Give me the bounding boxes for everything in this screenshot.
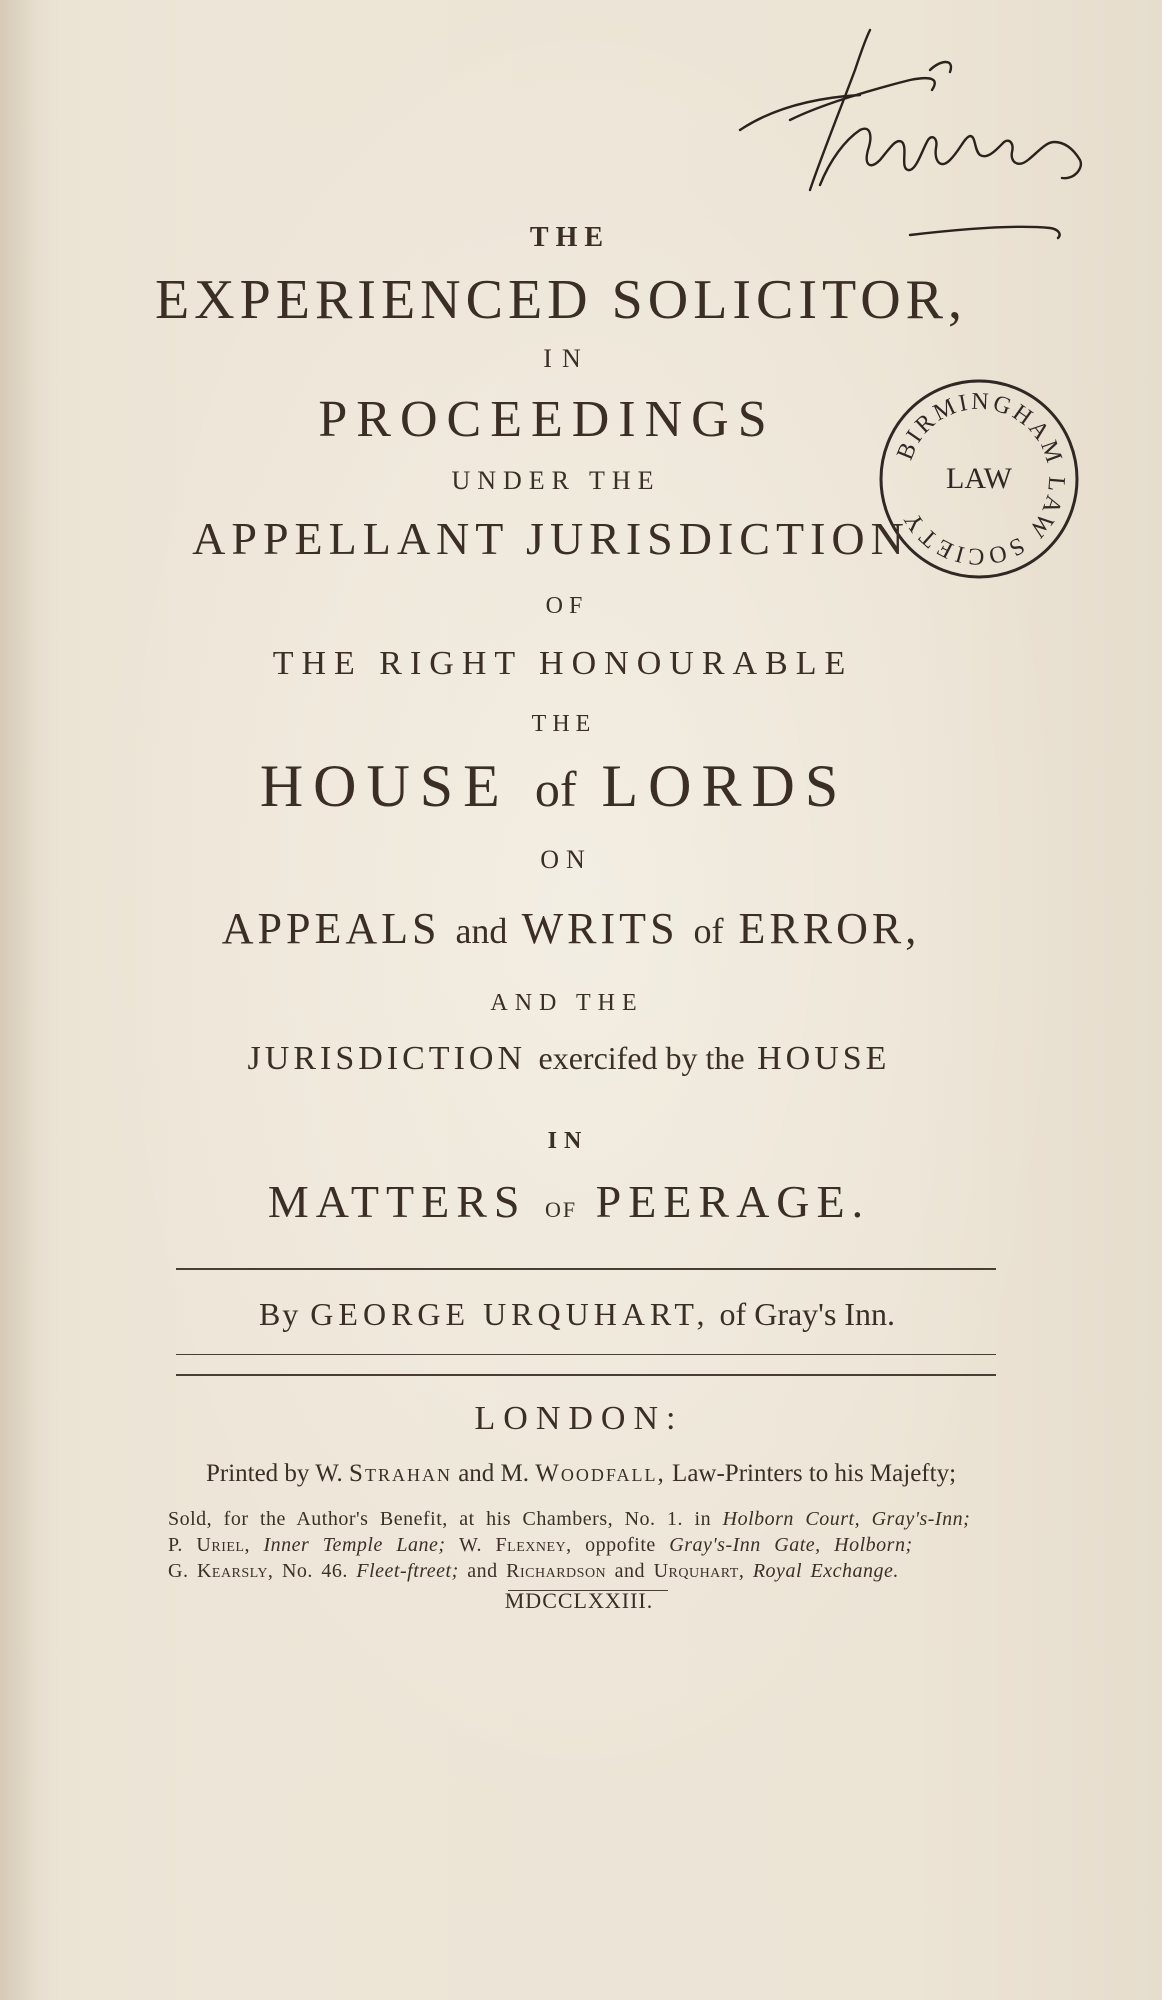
handwritten-signature: [670, 10, 1100, 240]
title-proceedings: PROCEEDINGS: [318, 391, 776, 448]
title-jurisdiction-exercised: [0, 1040, 1150, 1078]
title-appellant-jurisdiction: APPELLANT JURISDICTION: [192, 513, 910, 564]
opposite-word: oppofite: [585, 1534, 656, 1556]
title-house-2: HOUSE: [757, 1040, 891, 1077]
stamp-center-text: LAW: [946, 462, 1012, 495]
title-in: IN: [543, 344, 591, 373]
rule-below-author-2: [176, 1374, 996, 1376]
title-and-the: AND THE: [490, 990, 644, 1016]
title-of-small: of: [544, 1188, 578, 1224]
imprint-sold-line-1: [168, 1508, 1018, 1531]
bookseller-urquhart: Urquhart,: [653, 1560, 745, 1582]
printer-woodfall: Woodfall,: [535, 1460, 666, 1487]
imprint-sold-line-2: [168, 1534, 1018, 1557]
imprint-printed-by: [0, 1460, 1162, 1488]
rule-above-author: [176, 1268, 996, 1270]
title-house: HOUSE: [259, 753, 510, 819]
bookseller-kearsly: G. Kearsly,: [168, 1560, 274, 1582]
title-of-lower: of: [534, 761, 577, 817]
printer-strahan: Strahan: [349, 1460, 452, 1487]
title-of-2: of: [693, 911, 724, 951]
author-name: GEORGE URQUHART,: [310, 1296, 710, 1332]
author-line: [0, 1296, 1158, 1333]
title-experienced-solicitor: EXPERIENCED SOLICITOR,: [154, 269, 968, 331]
stamp-ring-text: BIRMINGHAM LAW SOCIETY: [892, 388, 1070, 570]
title-matters: MATTERS: [267, 1176, 527, 1227]
title-and: and: [455, 911, 508, 951]
imprint-sold-line-3: [168, 1560, 1018, 1583]
title-house-of-lords: [0, 752, 1135, 821]
royal-exchange: Royal Exchange.: [752, 1560, 899, 1582]
flexney-address: Gray's-Inn Gate, Holborn;: [669, 1534, 913, 1556]
title-the-2: THE: [531, 711, 597, 737]
title-under-the: UNDER THE: [451, 466, 661, 495]
rule-below-author-1: [176, 1354, 996, 1355]
bookseller-flexney: W. Flexney,: [458, 1534, 572, 1556]
kearsly-number: No. 46.: [281, 1560, 348, 1582]
title-lords: LORDS: [601, 753, 849, 819]
bookseller-richardson: Richardson: [506, 1560, 607, 1582]
title-jurisdiction: JURISDICTION: [247, 1040, 526, 1077]
title-the: THE: [529, 222, 611, 253]
title-appeals-writs: [0, 903, 1152, 954]
and-word-2: and: [614, 1560, 646, 1582]
title-right-honourable: THE RIGHT HONOURABLE: [272, 645, 854, 682]
kearsly-street: Fleet-ftreet;: [356, 1560, 459, 1582]
author-affiliation: of Gray's Inn.: [719, 1296, 896, 1332]
imprint-year: MDCCLXXIII.: [504, 1588, 654, 1613]
title-in-2: IN: [547, 1128, 589, 1154]
printed-and: and M.: [458, 1460, 530, 1487]
bookseller-uriel: P. Uriel,: [168, 1534, 250, 1556]
sold-line-1-place: Holborn Court, Gray's-Inn;: [722, 1508, 971, 1530]
title-error: ERROR,: [738, 904, 921, 953]
imprint-place: LONDON:: [474, 1400, 684, 1437]
and-word-1: and: [467, 1560, 498, 1582]
printed-by-label: Printed by W.: [205, 1460, 343, 1487]
title-of: OF: [545, 593, 589, 619]
title-appeals: APPEALS: [221, 904, 441, 953]
title-writs: WRITS: [521, 904, 679, 953]
title-peerage: PEERAGE.: [595, 1176, 871, 1227]
sold-line-1-text: Sold, for the Author's Benefit, at his Chambers, No. 1. in: [168, 1508, 712, 1530]
title-on: ON: [540, 845, 592, 874]
author-by: By: [258, 1296, 301, 1332]
printer-title: Law-Printers to his Majefty;: [672, 1460, 957, 1487]
title-matters-of-peerage: [0, 1175, 1150, 1228]
title-exercised-by-the: exercifed by the: [538, 1040, 745, 1076]
uriel-address: Inner Temple Lane;: [263, 1534, 446, 1556]
